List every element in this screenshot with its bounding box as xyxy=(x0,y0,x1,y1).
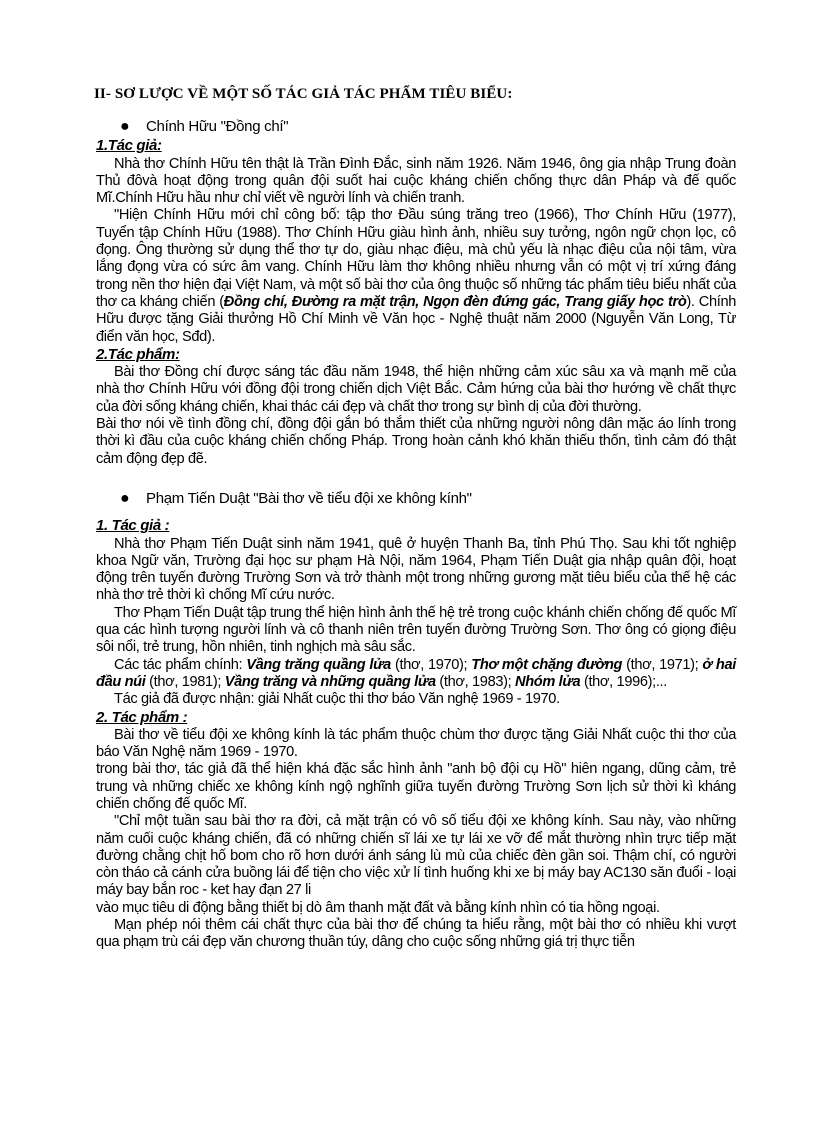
paragraph-award: Tác giả đã được nhận: giải Nhất cuộc thi thơ báo Văn nghệ 1969 - 1970. xyxy=(114,691,560,708)
paragraph-works: Các tác phẩm chính: Vầng trăng quầng lửa (thơ, 1970); Thơ một chặng đường (thơ, 1971); ở hai đầu núi (thơ, 1981); Vầng trăng và những quầng lửa (thơ, 1983); Nhóm lửa (thơ, 1996);... xyxy=(96,656,736,690)
paragraph: vào mục tiêu di động bằng thiết bị dò âm thanh mặt đất và bằng kính nhìn có tia hồng ngoại. xyxy=(96,899,660,916)
paragraph: Thơ Phạm Tiến Duật tập trung thể hiện hình ảnh thế hệ trẻ trong cuộc khánh chiến chống đế quốc Mĩ qua các hình tượng người lính và cô thanh niên trên tuyến đường Trường Sơn. Thơ ông có giọng điệu sôi nổi, trẻ trung, hồn nhiên, tinh nghịch mà sâu sắc. xyxy=(96,604,736,656)
bullet-icon: ● xyxy=(120,489,130,507)
bullet-title-pham-tien-duat xyxy=(120,489,736,507)
paragraph: Bài thơ Đồng chí được sáng tác đầu năm 1948, thể hiện những cảm xúc sâu xa và mạnh mẽ của nhà thơ Chính Hữu với đồng đội trong chiến dịch Việt Bắc. Cảm hứng của bài thơ hướng về chất thực của đời sống kháng chiến, khai thác cái đẹp và chất thơ trong sự bình dị của đời thường. xyxy=(96,364,736,415)
bullet-title-chinh-huu xyxy=(120,118,736,135)
paragraph: "Hiện Chính Hữu mới chỉ công bố: tập thơ Đầu súng trăng treo (1966), Thơ Chính Hữu (1977), Tuyển tập Chính Hữu (1988). Thơ Chính Hữu giàu hình ảnh, nhiều suy tưởng, ngôn ngữ chọn lọc, cô đọng. Ông thường sử dụng thể thơ tự do, giàu nhạc điệu, mà chủ yếu là nhạc điệu của nội tâm, vừa lắng đọng vừa có sức âm vang. Chính Hữu làm thơ không nhiều nhưng vẫn có một vị trí xứng đáng trong nền thơ hiện đại Việt Nam, và một số bài thơ của ông thuộc số những tác phẩm tiêu biểu nhất của thơ ca kháng chiến (Đồng chí, Đường ra mặt trận, Ngọn đèn đứng gác, Trang giấy học trò). Chính Hữu được tặng Giải thưởng Hồ Chí Minh về Văn học - Nghệ thuật năm 2000 (Nguyễn Văn Long, Từ điển văn học, Sđd). xyxy=(96,207,736,345)
bullet-icon: ● xyxy=(120,118,130,135)
bullet-title-text: Phạm Tiến Duật "Bài thơ về tiểu đội xe không kính" xyxy=(146,489,472,507)
subheading-work: 2.Tác phẩm: xyxy=(96,345,180,363)
subheading-work: 2. Tác phẩm : xyxy=(96,708,188,726)
paragraph: trong bài thơ, tác giả đã thể hiện khá đặc sắc hình ảnh "anh bộ đội cụ Hồ" hiên ngang, dũng cảm, trẻ trung và những chiếc xe không kính ngộ nghĩnh giữa tuyến đường Trường Sơn lịch sử thời kì kháng chiến chống đế quốc Mĩ. xyxy=(96,761,736,812)
paragraph: Bài thơ về tiểu đội xe không kính là tác phẩm thuộc chùm thơ được tặng Giải Nhất cuộc thi thơ của báo Văn Nghệ năm 1969 - 1970. xyxy=(96,726,736,761)
document-body xyxy=(96,118,736,952)
subheading-author: 1. Tác giả : xyxy=(96,517,170,535)
paragraph: Nhà thơ Chính Hữu tên thật là Trần Đình Đắc, sinh năm 1926. Năm 1946, ông gia nhập Trung đoàn Thủ đôvà hoạt động trong quân đội suốt hai cuộc kháng chiến chống thực dân Pháp và đế quốc Mĩ.Chính Hữu hầu như chỉ viết về người lính và chiến tranh. xyxy=(96,155,736,207)
paragraph: Bài thơ nói về tình đồng chí, đồng đội gắn bó thắm thiết của những người nông dân mặc áo lính trong thời kì đầu của cuộc kháng chiến chống Pháp. Trong hoàn cảnh khó khăn thiếu thốn, tình cảm đó thật cảm động đẹp đẽ. xyxy=(96,416,736,467)
paragraph: "Chỉ một tuần sau bài thơ ra đời, cả mặt trận có vô số tiểu đội xe không kính. Sau này, vào những năm cuối cuộc kháng chiến, đã có những chiến sĩ lái xe tự lái xe vỡ để mắt thường nhìn trực tiếp mặt đường chằng chịt hố bom cho rõ hơn dưới ánh sáng lù mù của chiếc đèn gần soi. Thậm chí, có người còn tháo cả cánh cửa buồng lái để tiện cho việc xử lí tình huống khi xe bị máy bay AC130 săn đuổi - loại máy bay bắn roc - ket hay đạn 27 li xyxy=(96,813,736,899)
paragraph: Nhà thơ Phạm Tiến Duật sinh năm 1941, quê ở huyện Thanh Ba, tỉnh Phú Thọ. Sau khi tốt nghiệp khoa Ngữ văn, Trường đại học sư phạm Hà Nội, năm 1964, Phạm Tiến Duật gia nhập quân đội, hoạt động trên tuyến đường Trường Sơn và trở thành một trong những gương mặt tiêu biểu của thế hệ các nhà thơ trẻ thời kì chống Mĩ cứu nước. xyxy=(96,535,736,604)
subheading-author: 1.Tác giả: xyxy=(96,137,162,155)
bullet-title-text: Chính Hữu "Đồng chí" xyxy=(146,118,289,135)
section-heading: II- SƠ LƯỢC VỀ MỘT SỐ TÁC GIẢ TÁC PHẨM TIÊU BIỂU: xyxy=(94,86,513,102)
paragraph: Mạn phép nói thêm cái chất thực của bài thơ để chúng ta hiểu rằng, một bài thơ có nhiều khi vượt qua phạm trù cái đẹp văn chương thuần túy, dâng cho cuộc sống những giá trị thực tiễn xyxy=(96,917,736,951)
